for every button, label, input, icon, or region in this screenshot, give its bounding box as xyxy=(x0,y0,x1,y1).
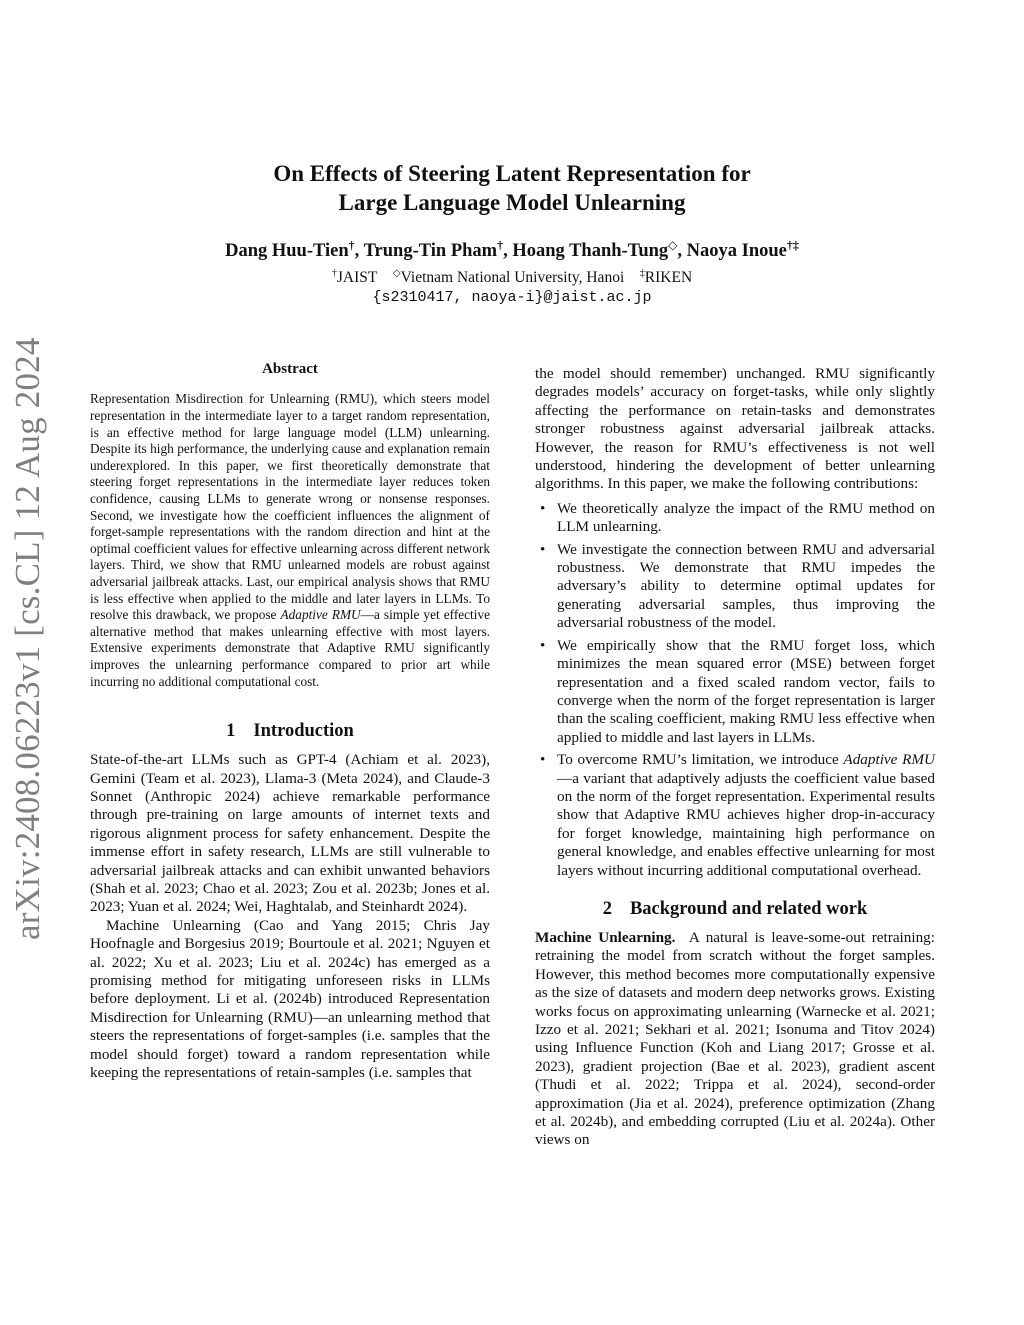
section-number: 1 xyxy=(226,721,236,742)
abstract-text-part1: Representation Misdirection for Unlearning (RMU), which steers model representation in the intermediate layer to a target random representation, is an effective method for large language model (LLM) unlearning. Despite its high performance, the underlying cause and explanation remain underexplored. In this paper, we first theoretically demonstrate that steering forget representations in the intermediate layer reduces token confidence, causing LLMs to generate wrong or nonsense responses. Second, we investigate how the coefficient influences the alignment of forget-sample representations with the random direction and hint at the optimal coefficient values for effective unlearning across different network layers. Third, we show that RMU unlearned models are robust against adversarial jailbreak attacks. Last, our empirical analysis shows that RMU is less effective when applied to the middle and later layers in LLMs. To resolve this drawback, we propose xyxy=(90,391,490,623)
section-title: Background and related work xyxy=(629,898,868,919)
list-item xyxy=(535,500,935,537)
author-mark: † xyxy=(497,237,504,252)
affiliation-name: JAIST xyxy=(336,269,378,286)
title-line-1: On Effects of Steering Latent Representation for xyxy=(273,161,751,186)
section-number: 2 xyxy=(602,898,612,919)
contribution-text: We empirically show that the RMU forget loss, which minimizes the mean squared error (MSE) between forget representation and a fixed scaled random vector, fails to converge when the norm of the forget representation is larger than the scaling coefficient, making RMU less effective when applied to middle and last layers in LLMs. xyxy=(557,636,935,746)
abstract-heading: Abstract xyxy=(262,361,318,377)
affiliation-mark: ‡ xyxy=(639,267,645,279)
affiliation-mark: ◇ xyxy=(392,267,401,279)
contact-email: {s2310417, naoya-i}@jaist.ac.jp xyxy=(372,289,652,306)
author-name: Dang Huu-Tien xyxy=(225,241,349,261)
paper-title xyxy=(0,159,1024,217)
abstract-emphasis: Adaptive RMU xyxy=(280,607,361,623)
bullet-icon: • xyxy=(540,540,546,558)
left-column xyxy=(90,360,490,1082)
intro-paragraph-continued: the model should remember) unchanged. RMU significantly degrades models’ accuracy on forget-tasks, while only slightly affecting the performance on retain-tasks and demonstrates stronger robustness against adversarial jailbreak attacks. However, the reason for RMU’s effectiveness is not well understood, hindering the development of better unlearning algorithms. In this paper, we make the following contributions: xyxy=(535,365,935,493)
affiliations xyxy=(0,267,1024,288)
contribution-emphasis: Adaptive RMU xyxy=(843,751,935,769)
contribution-text: We investigate the connection between RMU and adversarial robustness. We demonstrate that RMU impedes the adversary’s ability to determine optimal updates for generating adversarial samples, thus improving the adversarial robustness of the model. xyxy=(557,540,935,632)
contribution-text-pre: To overcome RMU’s limitation, we introduce xyxy=(557,751,844,769)
affiliation-name: RIKEN xyxy=(644,269,693,286)
right-column xyxy=(535,365,935,1150)
title-line-2: Large Language Model Unlearning xyxy=(338,190,686,215)
bullet-icon: • xyxy=(540,499,546,517)
list-item xyxy=(535,637,935,747)
intro-paragraph-1: State-of-the-art LLMs such as GPT-4 (Achiam et al. 2023), Gemini (Team et al. 2023), Llama-3 (Meta 2024), and Claude-3 Sonnet (Anthropic 2024) achieve remarkable performance through pre-training on large amounts of internet texts and rigorous alignment process for safety enhancement. Despite the immense effort in safety research, LLMs are still vulnerable to adversarial jailbreak attacks and can exhibit unwanted behaviors (Shah et al. 2023; Chao et al. 2023; Zou et al. 2023b; Jones et al. 2023; Yuan et al. 2024; Wei, Haghtalab, and Steinhardt 2024). xyxy=(90,751,490,916)
affiliation-name: Vietnam National University, Hanoi xyxy=(400,269,625,286)
intro-paragraph-2: Machine Unlearning (Cao and Yang 2015; Chris Jay Hoofnagle and Borgesius 2019; Bourtoule et al. 2021; Nguyen et al. 2022; Xu et al. 2023; Liu et al. 2024c) has emerged as a promising method for mitigating unforeseen risks in LLMs before deployment. Li et al. (2024b) introduced Representation Misdirection for Unlearning (RMU)—an unlearning method that steers the representations of forget-samples (i.e. samples that the model should forget) toward a random representation while keeping the representations of retain-samples (i.e. samples that xyxy=(90,916,490,1081)
author-name: Trung-Tin Pham xyxy=(363,241,498,261)
list-item xyxy=(535,751,935,880)
affiliation-mark: † xyxy=(331,267,337,279)
introduction-heading xyxy=(90,720,490,742)
title-block xyxy=(0,159,1024,308)
contribution-text: We theoretically analyze the impact of the RMU method on LLM unlearning. xyxy=(557,499,935,536)
paragraph-heading: Machine Unlearning. xyxy=(535,928,676,946)
author-list: Dang Huu-Tien†, Trung-Tin Pham†, Hoang Thanh-Tung◇, Naoya Inoue†‡ xyxy=(225,237,799,261)
author-name: Naoya Inoue xyxy=(686,241,787,261)
abstract-text-part2: —a simple yet effective alternative method that makes unlearning effective with most layers. Extensive experiments demonstrate that Adaptive RMU significantly improves the unlearning performance compared to prior art while incurring no additional computational cost. xyxy=(90,607,490,689)
abstract-text xyxy=(90,391,490,690)
contributions-list xyxy=(535,500,935,880)
background-paragraph xyxy=(535,929,935,1150)
bullet-icon: • xyxy=(540,636,546,654)
author-mark: † xyxy=(348,237,355,252)
section-title: Introduction xyxy=(253,721,354,742)
list-item xyxy=(535,541,935,633)
background-heading xyxy=(535,898,935,920)
author-mark: †‡ xyxy=(786,237,799,252)
author-name: Hoang Thanh-Tung xyxy=(512,241,669,261)
arxiv-identifier-stamp: arXiv:2408.06223v1 [cs.CL] 12 Aug 2024 xyxy=(8,337,47,940)
bullet-icon: • xyxy=(540,751,546,769)
author-mark: ◇ xyxy=(668,237,678,252)
paragraph-text: A natural is leave-some-out retraining: retraining the model from scratch without the forget samples. However, this method becomes more computationally expensive as the size of datasets and modern deep networks grows. Existing works focus on approximating unlearning (Warnecke et al. 2021; Izzo et al. 2021; Sekhari et al. 2021; Isonuma and Titov 2024) using Influence Function (Koh and Liang 2017; Grosse et al. 2023), gradient projection (Bae et al. 2023), gradient ascent (Thudi et al. 2022; Trippa et al. 2024), second-order approximation (Jia et al. 2024), preference optimization (Zhang et al. 2024b), and embedding corrupted (Liu et al. 2024a). Other views on xyxy=(535,928,935,1149)
contribution-text-post: —a variant that adaptively adjusts the coefficient value based on the norm of the forget representation. Experimental results show that Adaptive RMU achieves higher drop-in-accuracy for forget knowledge, maintaining high performance on general knowledge, and enables effective unlearning for most layers without incurring additional computational overhead. xyxy=(557,769,935,879)
